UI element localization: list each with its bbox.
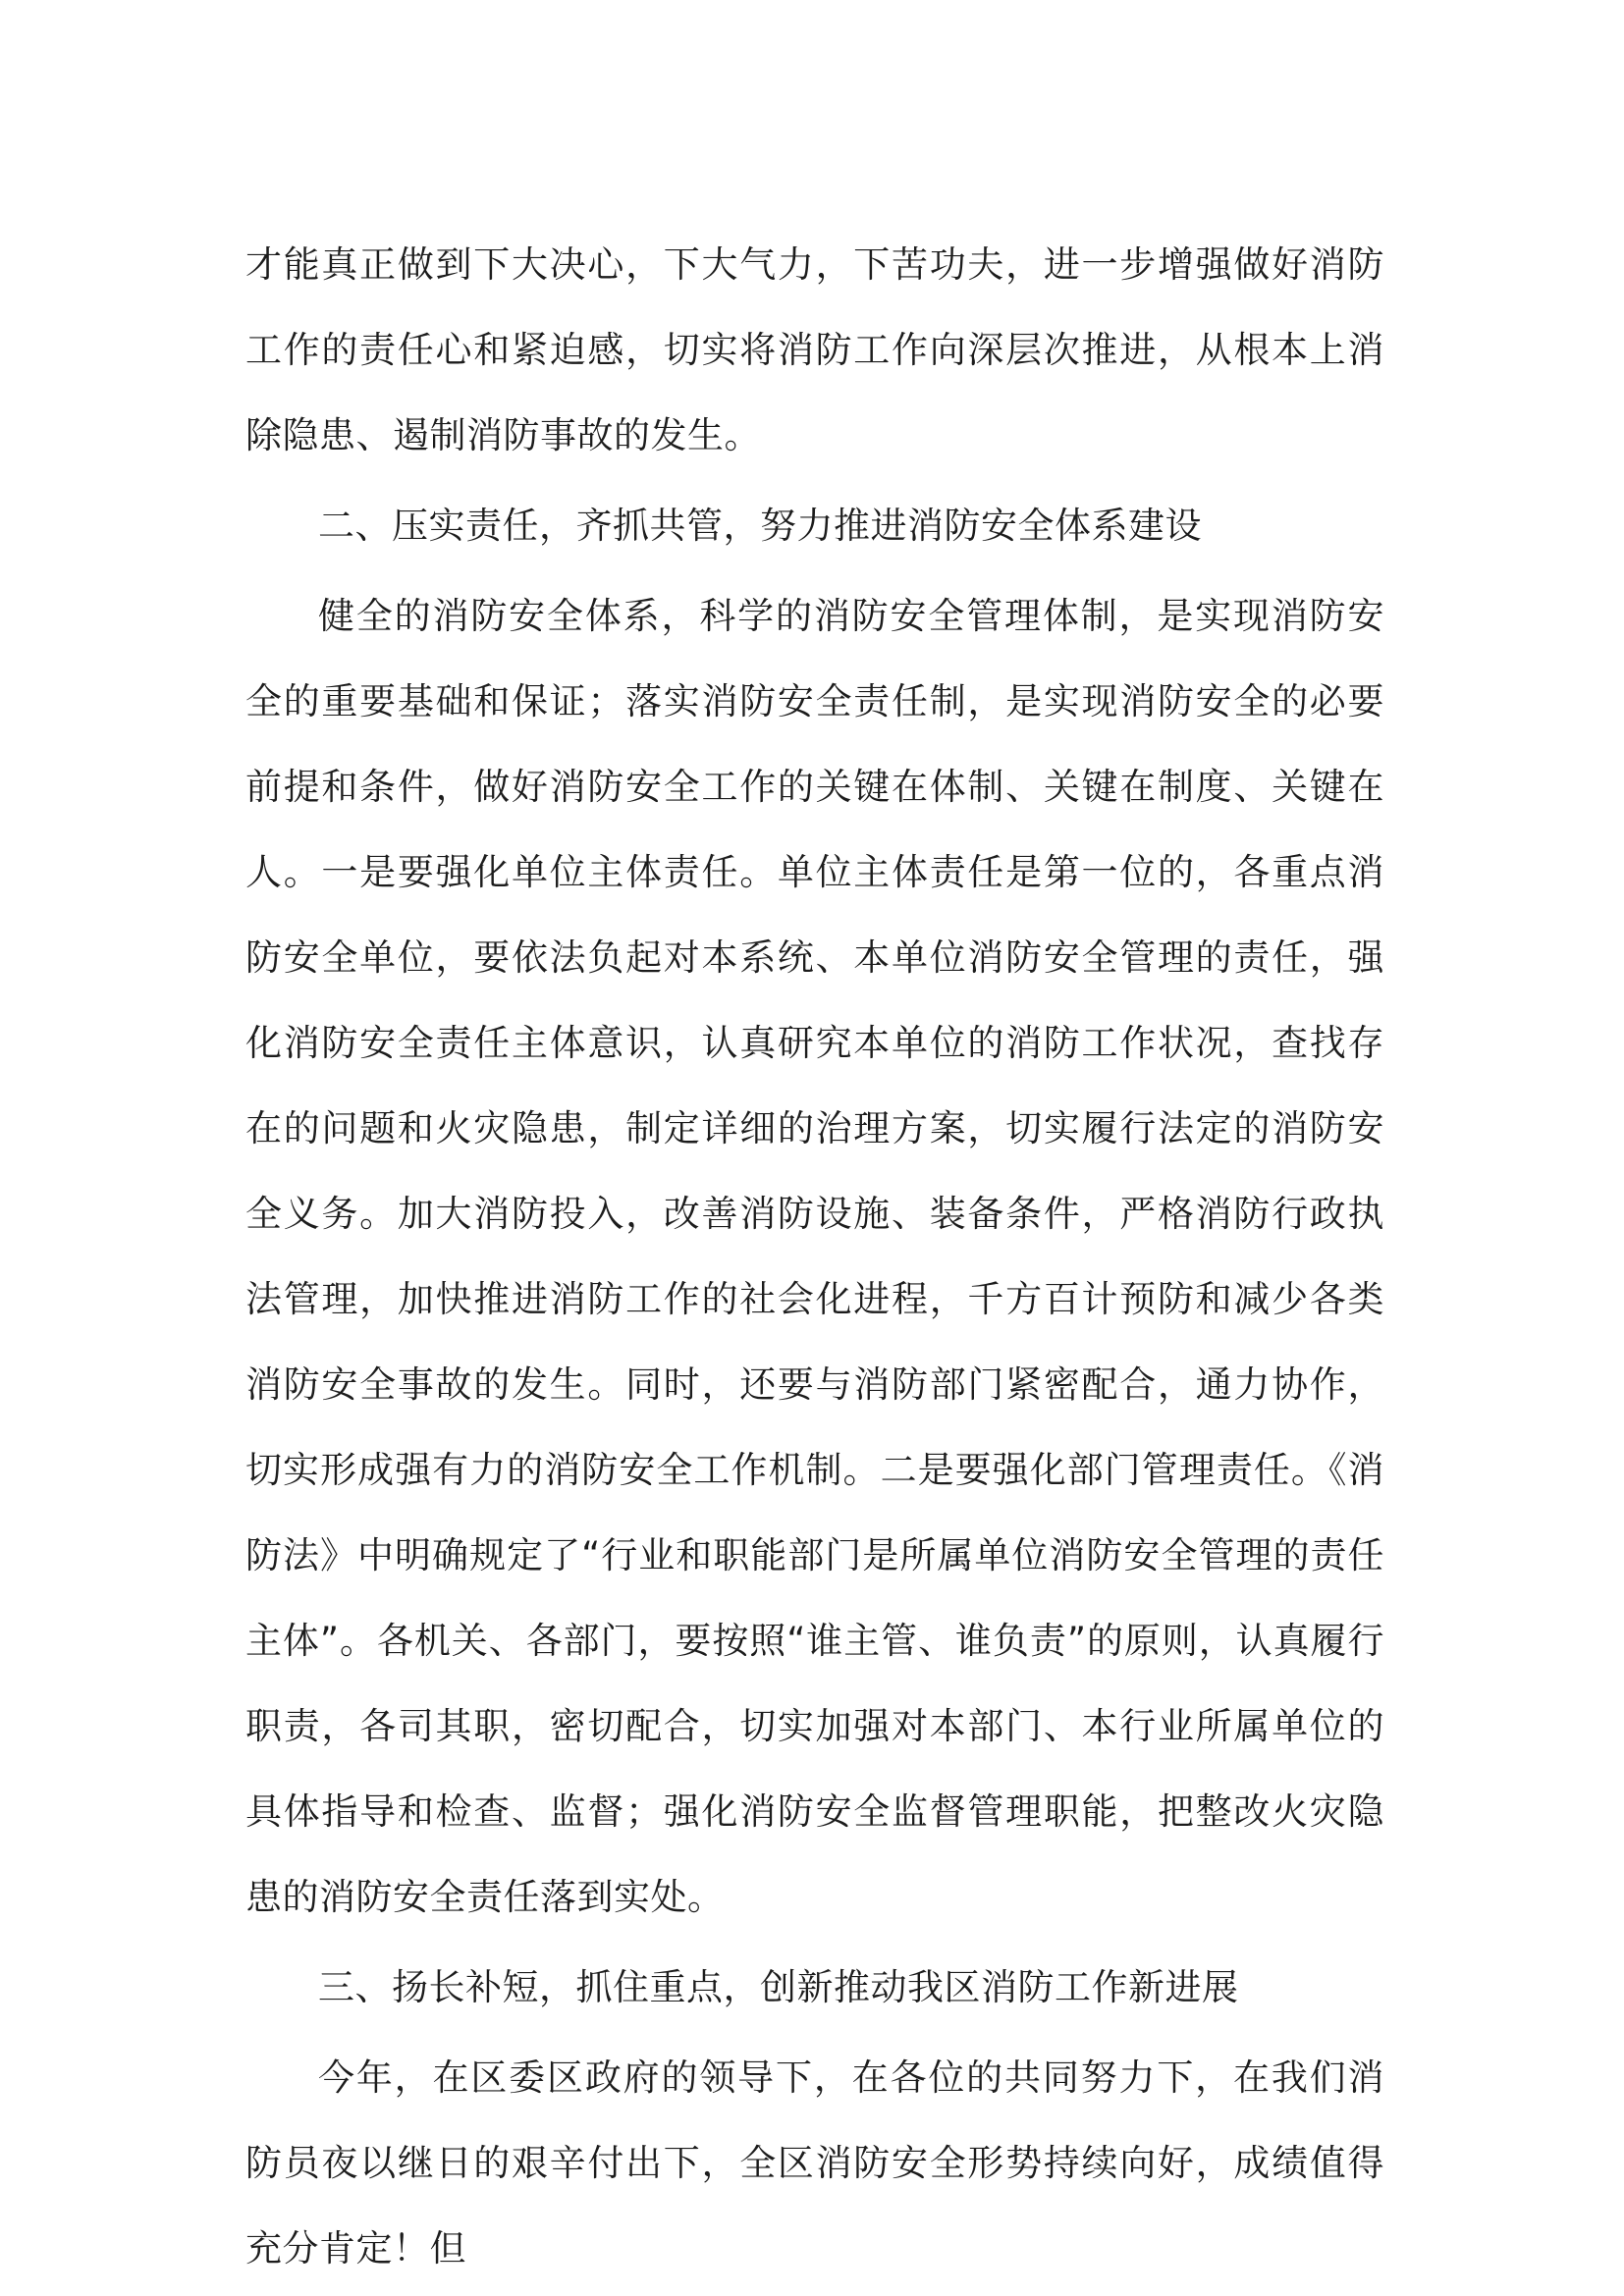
paragraph-continuation: 才能真正做到下大决心，下大气力，下苦功夫，进一步增强做好消防工作的责任心和紧迫感，切实将消防工作向深层次推进，从根本上消除隐患、遏制消防事故的发生。 bbox=[245, 243, 1384, 456]
section-heading-3: 三、扬长补短，抓住重点，创新推动我区消防工作新进展 bbox=[318, 1966, 1239, 2008]
paragraph-safety-system: 健全的消防安全体系，科学的消防安全管理体制，是实现消防安全的重要基础和保证；落实消防安全责任制，是实现消防安全的必要前提和条件，做好消防安全工作的关键在体制、关键在制度、关键在人。一是要强化单位主体责任。单位主体责任是第一位的，各重点消防安全单位，要依法负起对本系统、本单位消防安全管理的责任，强化消防安全责任主体意识，认真研究本单位的消防工作状况，查找存在的问题和火灾隐患，制定详细的治理方案，切实履行法定的消防安全义务。加大消防投入，改善消防设施、装备条件，严格消防行政执法管理，加快推进消防工作的社会化进程，千方百计预防和减少各类消防安全事故的发生。同时，还要与消防部门紧密配合，通力协作，切实形成强有力的消防安全工作机制。二是要强化部门管理责任。《消防法》中明确规定了“行业和职能部门是所属单位消防安全管理的责任主体”。各机关、各部门，要按照“谁主管、谁负责”的原则，认真履行职责，各司其职，密切配合，切实加强对本部门、本行业所属单位的具体指导和检查、监督；强化消防安全监督管理职能，把整改火灾隐患的消防安全责任落到实处。 bbox=[245, 595, 1384, 1918]
paragraph-this-year: 今年，在区委区政府的领导下，在各位的共同努力下，在我们消防员夜以继日的艰辛付出下，全区消防安全形势持续向好，成绩值得充分肯定！但 bbox=[245, 2056, 1384, 2269]
section-heading-2: 二、压实责任，齐抓共管，努力推进消防安全体系建设 bbox=[318, 505, 1202, 547]
document-body bbox=[245, 222, 1384, 2291]
